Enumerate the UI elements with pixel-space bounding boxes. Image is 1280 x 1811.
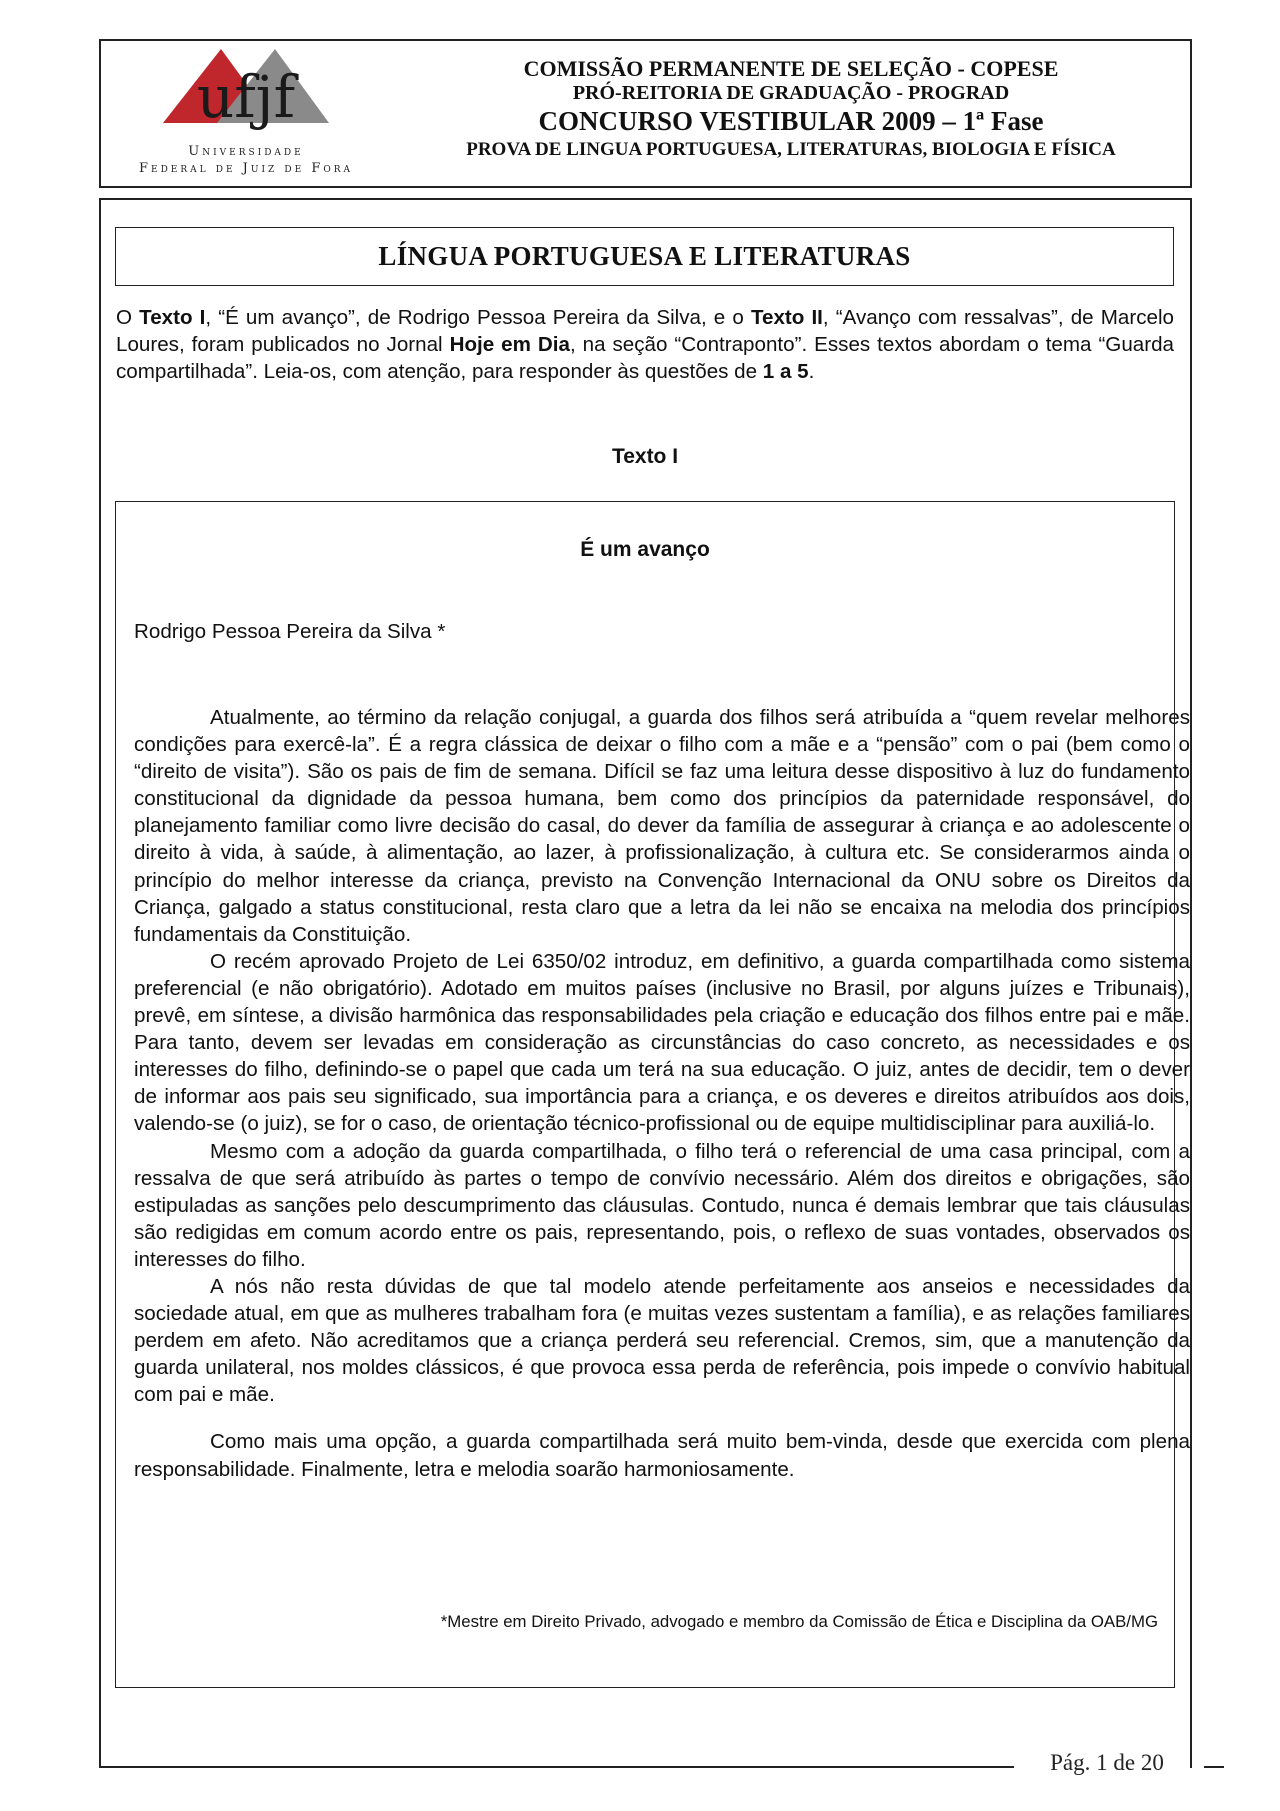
article-paragraph: Mesmo com a adoção da guarda compartilhada, o filho terá o referencial de uma casa principal, com a ressalva de que será atribuído às partes o tempo de convívio necessário. Além dos direitos e obrigações, são estipuladas as sanções pelo descumprimento das cláusulas. Contudo, nunca é demais lembrar que tais cláusulas são redigidas em comum acordo entre os pais, representando, pois, o reflexo de suas vontades, observados os interesses do filho.	[134, 1139, 1190, 1271]
logo-wordmark: ufjf	[196, 63, 296, 131]
logo-triangles	[163, 47, 329, 145]
exam-subjects: PROVA DE LINGUA PORTUGUESA, LITERATURAS, BIOLOGIA E FÍSICA	[466, 139, 1116, 160]
header-titles	[401, 55, 1181, 162]
article-box	[115, 501, 1190, 1688]
article-paragraph: A nós não resta dúvidas de que tal modelo atende perfeitamente aos anseios e necessidades da sociedade atual, em que as mulheres trabalham fora (e muitas vezes sustentam a família), e as relações familiares perdem em afeto. Não acreditamos que a criança perderá seu referencial. Cremos, sim, que a manutenção da guarda unilateral, nos moldes clássicos, é que provoca essa perda de referência, pois impede o convívio habitual com pai e mãe.	[134, 1274, 1190, 1407]
article-title: É um avanço	[580, 538, 710, 561]
footer-rule-end	[1204, 1766, 1224, 1768]
exam-header	[99, 39, 1192, 188]
article-author: Rodrigo Pessoa Pereira da Silva *	[134, 620, 446, 643]
intro-paragraph: O Texto I, “É um avanço”, de Rodrigo Pessoa Pereira da Silva, e o Texto II, “Avanço com ressalvas”, de Marcelo Loures, foram publicados no Jornal Hoje em Dia, na seção “Contraponto”. Esses textos abordam o tema “Guarda compartilhada”. Leia-os, com atenção, para responder às questões de 1 a 5.	[116, 306, 1174, 383]
article-paragraph: O recém aprovado Projeto de Lei 6350/02 introduz, em definitivo, a guarda compartilhada como sistema preferencial (e não obrigatório). Adotado em muitos países (inclusive no Brasil, por alguns juízes e Tribunais), prevê, em síntese, a divisão harmônica das responsabilidades pela criação e educação dos filhos entre pai e mãe. Para tanto, devem ser levadas em consideração as circunstâncias do caso concreto, as necessidades e os interesses do filho, definindo-se o papel que cada um terá na sua educação. O juiz, antes de decidir, tem o dever de informar aos pais seu significado, sua importância para a criança, e os deveres e direitos atribuídos aos dois, valendo-se (o juiz), se for o caso, de orientação técnico-profissional ou de equipe multidisciplinar para auxiliá-lo.	[134, 949, 1190, 1136]
university-line1: Universidade	[188, 144, 304, 159]
author-footnote: *Mestre em Direito Privado, advogado e membro da Comissão de Ética e Disciplina da OAB/MG	[440, 1612, 1158, 1631]
commission-name: COMISSÃO PERMANENTE DE SELEÇÃO - COPESE	[523, 56, 1059, 81]
article-paragraph: Como mais uma opção, a guarda compartilhada será muito bem-vinda, desde que exercida com plena responsabilidade. Finalmente, letra e melodia soarão harmoniosamente.	[134, 1430, 1190, 1481]
exam-title: CONCURSO VESTIBULAR 2009 – 1ª Fase	[538, 106, 1044, 136]
university-line2: Federal de Juiz de Fora	[138, 161, 353, 176]
university-name	[131, 143, 361, 177]
article-body	[134, 704, 1190, 1483]
footer-rule	[99, 1766, 1014, 1768]
pro-rectory-name: PRÓ-REITORIA DE GRADUAÇÃO - PROGRAD	[572, 82, 1010, 104]
article-paragraph: Atualmente, ao término da relação conjugal, a guarda dos filhos será atribuída a “quem revelar melhores condições para exercê-la”. É a regra clássica de deixar o filho com a mãe e a “pensão” com o pai (bem como o “direito de visita”). São os pais de fim de semana. Difícil se faz uma leitura desse dispositivo à luz do fundamento constitucional da dignidade da pessoa humana, bem como dos princípios da paternidade responsável, do planejamento familiar como livre decisão do casal, do dever da família de assegurar à criança e ao adolescente o direito à vida, à saúde, à alimentação, ao lazer, à profissionalização, à cultura etc. Se considerarmos ainda o princípio do melhor interesse da criança, previsto na Convenção Internacional da ONU sobre os Direitos da Criança, galgado a status constitucional, resta claro que a letra da lei não se encaixa na melodia dos princípios fundamentais da Constituição.	[134, 706, 1190, 946]
ufjf-logo	[131, 47, 361, 182]
texto-label: Texto I	[611, 445, 679, 468]
section-title: LÍNGUA PORTUGUESA E LITERATURAS	[115, 227, 1174, 286]
page-number: Pág. 1 de 20	[1050, 1750, 1164, 1775]
